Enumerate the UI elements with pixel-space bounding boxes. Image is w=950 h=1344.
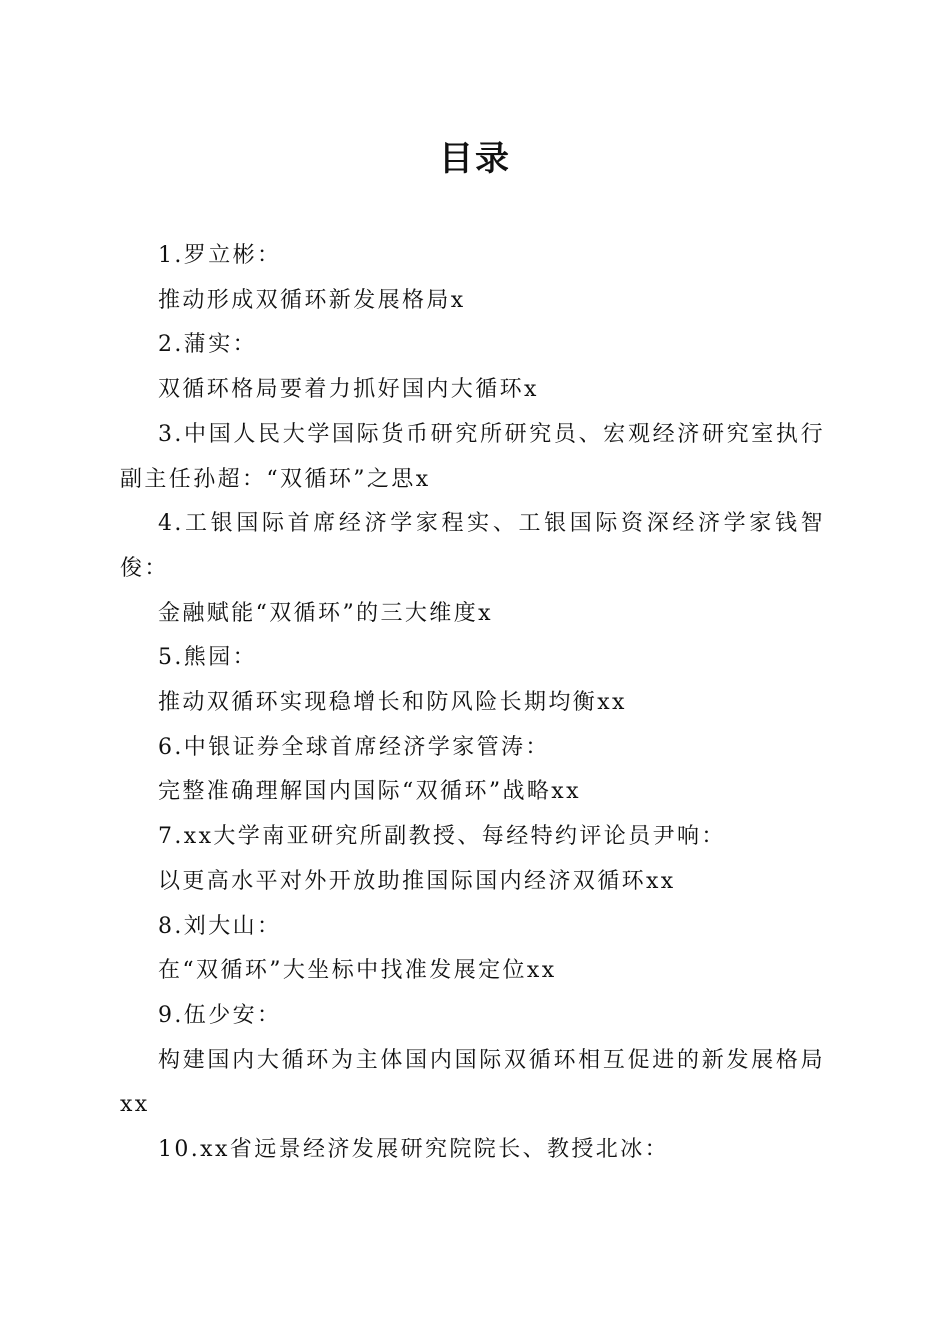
toc-entry-1-title: 推动形成双循环新发展格局x (158, 287, 466, 313)
toc-entry-2-title: 双循环格局要着力抓好国内大循环x (158, 377, 539, 403)
toc-entry-2-author: 2.蒲实： (158, 332, 257, 358)
toc-entry-8-title: 在“双循环”大坐标中找准发展定位xx (158, 958, 557, 984)
toc-entry-3-author-title: 3.中国人民大学国际货币研究所研究员、宏观经济研究室执行副主任孙超：“双循环”之思x (120, 421, 825, 492)
toc-entry-5-title: 推动双循环实现稳增长和防风险长期均衡xx (158, 690, 627, 716)
toc-entry-9-author: 9.伍少安： (158, 1002, 282, 1028)
page-title: 目录 (439, 139, 511, 179)
toc-entry-6-author: 6.中银证券全球首席经济学家管涛： (158, 734, 550, 760)
toc-entry-9-title: 构建国内大循环为主体国内国际双循环相互促进的新发展格局xx (120, 1047, 825, 1118)
toc-entry-6-title: 完整准确理解国内国际“双循环”战略xx (158, 779, 581, 805)
table-of-contents (120, 234, 825, 1173)
toc-entry-7-author: 7.xx大学南亚研究所副教授、每经特约评论员尹响： (158, 824, 726, 850)
toc-entry-10-author: 10.xx省远景经济发展研究院院长、教授北冰： (158, 1137, 670, 1163)
toc-entry-4-title: 金融赋能“双循环”的三大维度x (158, 600, 493, 626)
toc-entry-8-author: 8.刘大山： (158, 913, 282, 939)
toc-entry-7-title: 以更高水平对外开放助推国际国内经济双循环xx (158, 868, 676, 894)
toc-entry-1-author: 1.罗立彬： (158, 243, 282, 268)
toc-entry-5-author: 5.熊园： (158, 645, 257, 671)
toc-entry-4-author: 4.工银国际首席经济学家程实、工银国际资深经济学家钱智俊： (120, 511, 825, 581)
